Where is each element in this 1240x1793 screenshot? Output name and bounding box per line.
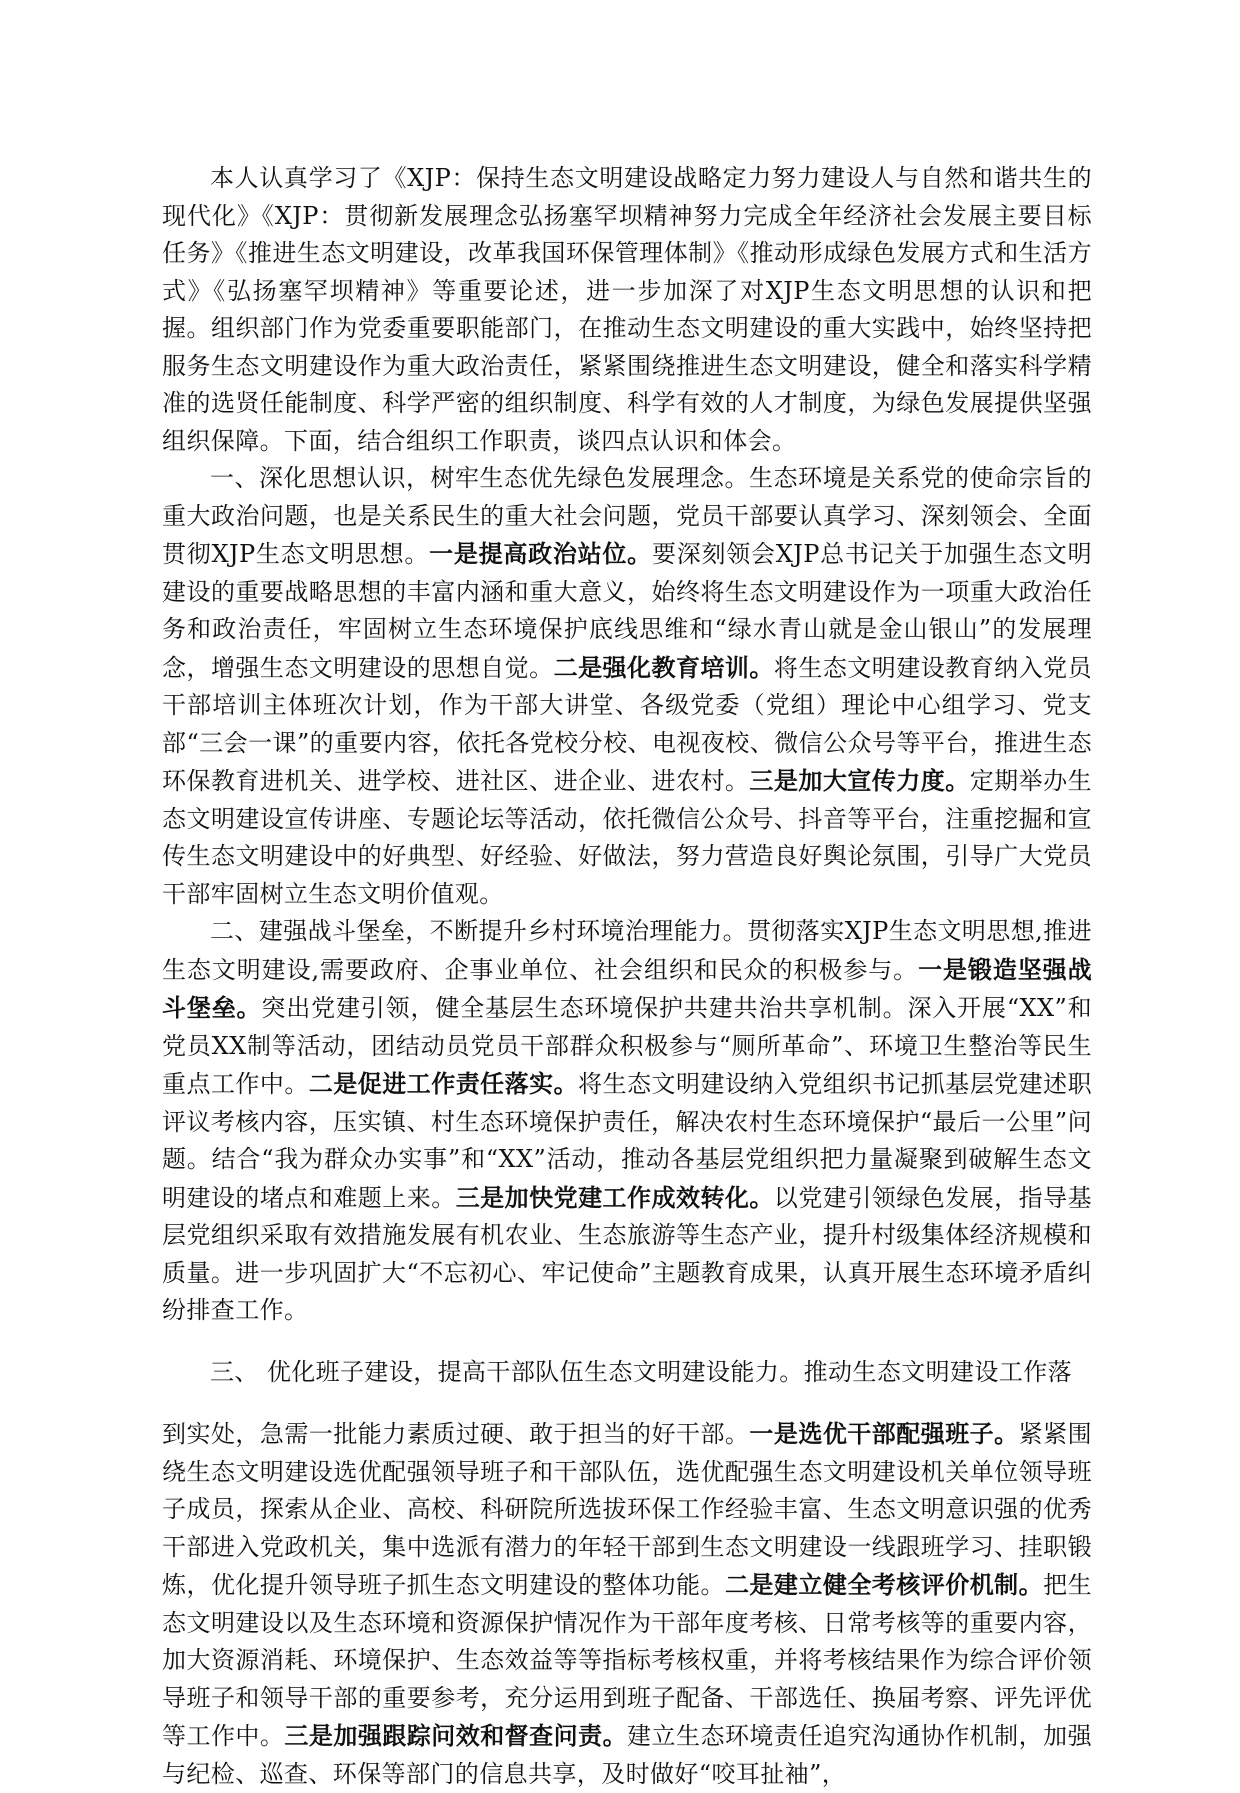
section-2-paragraph [162, 913, 1092, 1330]
section-2-point-2-text: 将生态文明建设纳入党组织书记抓基层党建述职评议考核内容，压实镇、村生态环境保护责任，解决农村生态环境保护“最后一公里”问题。结合“我为群众办实事”和“XX”活动，推动各基层党组织把力量凝聚到破解生态文明建设的堵点和难题上来。 [162, 1070, 1092, 1212]
document-page [162, 160, 1092, 1793]
section-3-point-1-text: 紧紧围绕生态文明建设选优配强领导班子和干部队伍，选优配强生态文明建设机关单位领导班子成员，探索从企业、高校、科研院所选拔环保工作经验丰富、生态文明意识强的优秀干部进入党政机关，集中选派有潜力的年轻干部到生态文明建设一线跟班学习、挂职锻炼，优化提升领导班子抓生态文明建设的整体功能。 [162, 1420, 1092, 1599]
section-1-lead: 一、深化思想认识，树牢生态优先绿色发展理念。生态环境是关系党的使命宗旨的重大政治问题，也是关系民生的重大社会问题，党员干部要认真学习、深刻领会、全面贯彻XJP生态文明思想。 [162, 464, 1092, 568]
section-2-point-2-heading: 二是促进工作责任落实。 [308, 1069, 579, 1098]
section-3-heading-line [162, 1354, 1092, 1392]
section-1-paragraph [162, 460, 1092, 913]
section-3-point-2-heading: 二是建立健全考核评价机制。 [724, 1570, 1044, 1599]
section-1-point-3-heading: 三是加大宣传力度。 [749, 766, 970, 795]
section-2-point-1-heading: 一是锻造坚强战斗堡垒。 [162, 954, 1092, 1022]
section-3-point-3-text: 建立生态环境责任追究沟通协作机制，加强与纪检、巡查、环保等部门的信息共享，及时做好“咬耳扯袖”， [162, 1722, 1092, 1788]
section-3-lead: 三、 优化班子建设，提高干部队伍生态文明建设能力。推动生态文明建设工作落 [210, 1357, 1073, 1386]
section-1-point-2-text: 将生态文明建设教育纳入党员干部培训主体班次计划，作为干部大讲堂、各级党委（党组）理论中心组学习、党支部“三会一课”的重要内容，依托各党校分校、电视夜校、微信公众号等平台，推进生态环保教育进机关、进学校、进社区、进企业、进农村。 [162, 653, 1092, 795]
section-1-point-3-text: 定期举办生态文明建设宣传讲座、专题论坛等活动，依托微信公众号、抖音等平台，注重挖掘和宣传生态文明建设中的好典型、好经验、好做法，努力营造良好舆论氛围，引导广大党员干部牢固树立生态文明价值观。 [162, 767, 1092, 908]
section-3-point-1-heading: 一是选优干部配强班子。 [749, 1419, 1019, 1448]
section-2-lead: 二、建强战斗堡垒，不断提升乡村环境治理能力。贯彻落实XJP生态文明思想,推进生态文明建设,需要政府、企事业单位、社会组织和民众的积极参与。 [162, 917, 1092, 984]
section-2-point-3-text: 以党建引领绿色发展，指导基层党组织采取有效措施发展有机农业、生态旅游等生态产业，提升村级集体经济规模和质量。进一步巩固扩大“不忘初心、牢记使命”主题教育成果，认真开展生态环境矛盾纠纷排查工作。 [162, 1183, 1092, 1324]
section-3-paragraph [162, 1415, 1092, 1793]
section-3-point-3-heading: 三是加强跟踪问效和督查问责。 [284, 1721, 628, 1750]
section-3-point-2-text: 把生态文明建设以及生态环境和资源保护情况作为干部年度考核、日常考核等的重要内容，加大资源消耗、环境保护、生态效益等等指标考核权重，并将考核结果作为综合评价领导班子和领导干部的重要参考，充分运用到班子配备、干部选任、换届考察、评先评优等工作中。 [162, 1571, 1093, 1750]
section-1-point-2-heading: 二是强化教育培训。 [553, 652, 774, 682]
intro-text: 本人认真学习了《XJP：保持生态文明建设战略定力努力建设人与自然和谐共生的现代化》《XJP：贯彻新发展理念弘扬塞罕坝精神努力完成全年经济社会发展主要目标任务》《推进生态文明建设，改革我国环保管理体制》《推动形成绿色发展方式和生活方式》《弘扬塞罕坝精神》等重要论述，进一步加深了对XJP生态文明思想的认识和把握。组织部门作为党委重要职能部门，在推动生态文明建设的重大实践中，始终坚持把服务生态文明建设作为重大政治责任，紧紧围绕推进生态文明建设，健全和落实科学精准的选贤任能制度、科学严密的组织制度、科学有效的人才制度，为绿色发展提供坚强组织保障。下面，结合组织工作职责，谈四点认识和体会。 [162, 164, 1092, 455]
section-3-continuation: 到实处，急需一批能力素质过硬、敢于担当的好干部。 [162, 1420, 750, 1448]
section-2-point-1-text: 突出党建引领，健全基层生态环境保护共建共治共享机制。深入开展“XX”和党员XX制等活动，团结动员党员干部群众积极参与“厕所革命”、环境卫生整治等民生重点工作中。 [162, 994, 1092, 1098]
section-1-point-1-text: 要深刻领会XJP总书记关于加强生态文明建设的重要战略思想的丰富内涵和重大意义，始终将生态文明建设作为一项重大政治任务和政治责任，牢固树立生态环境保护底线思维和“绿水青山就是金山银山”的发展理念，增强生态文明建设的思想自觉。 [162, 540, 1092, 682]
section-2-point-3-heading: 三是加快党建工作成效转化。 [455, 1182, 774, 1212]
section-1-point-1-heading: 一是提高政治站位。 [429, 539, 652, 568]
intro-paragraph [162, 160, 1092, 460]
